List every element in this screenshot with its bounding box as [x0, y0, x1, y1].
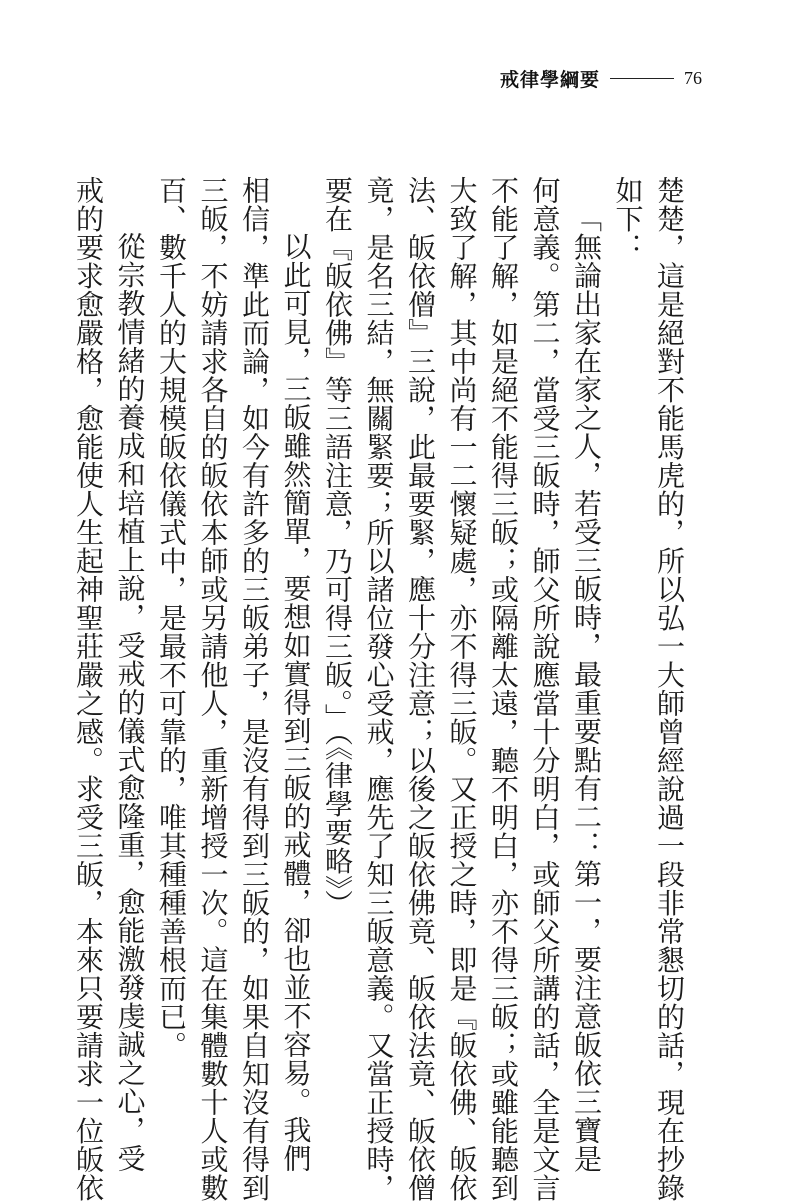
header-rule — [610, 78, 674, 79]
text-column: 大致了解，其中尚有一二懷疑處，亦不得三皈。又正授之時，即是『皈依佛、皈依 — [445, 176, 479, 1202]
text-column: 要在『皈依佛』等三語注意，乃可得三皈。」（《律學要略》） — [321, 176, 354, 918]
text-column: 相信，準此而論，如今有許多的三皈弟子，是沒有得到三皈的，如果自知沒有得到 — [238, 176, 271, 1202]
body-text — [68, 176, 691, 1202]
running-header — [500, 64, 702, 92]
text-column: 竟，是名三結，無關緊要；所以諸位發心受戒，應先了知三皈意義。又當正授時， — [362, 176, 396, 1202]
page-number: 76 — [684, 67, 702, 88]
text-column-paragraph-start: 從宗教情緒的養成和培植上說，受戒的儀式愈隆重，愈能激發虔誠之心，受 — [113, 232, 147, 1173]
text-column-quote-start: 「無論出家在家之人，若受三皈時，最重要點有二：第一，要注意皈依三寶是 — [570, 204, 603, 1173]
text-column-paragraph-start: 以此可見，三皈雖然簡單，要想如實得到三皈的戒體，卻也並不容易。我們 — [279, 232, 313, 1173]
book-title: 戒律學綱要 — [499, 68, 600, 91]
text-column: 不能了解，如是絕不能得三皈；或隔離太遠，聽不明白，亦不得三皈；或雖能聽到 — [487, 176, 520, 1202]
text-column: 法、皈依僧』三說，此最要緊，應十分注意；以後之皈依佛竟、皈依法竟、皈依僧 — [404, 176, 437, 1202]
text-column: 楚楚，這是絕對不能馬虎的，所以弘一大師曾經說過一段非常懇切的話，現在抄錄 — [653, 176, 686, 1202]
text-column: 如下： — [611, 176, 645, 262]
text-column: 百、數千人的大規模皈依儀式中，是最不可靠的，唯其種種善根而已。 — [155, 176, 188, 1060]
text-column: 戒的要求愈嚴格，愈能使人生起神聖莊嚴之感。求受三皈，本來只要請求一位皈依 — [72, 176, 105, 1202]
text-column: 何意義。第二，當受三皈時，師父所說應當十分明白，或師父所講的話，全是文言 — [528, 176, 562, 1202]
text-column: 三皈，不妨請求各自的皈依本師或另請他人，重新增授一次。這在集體數十人或數 — [196, 176, 230, 1202]
